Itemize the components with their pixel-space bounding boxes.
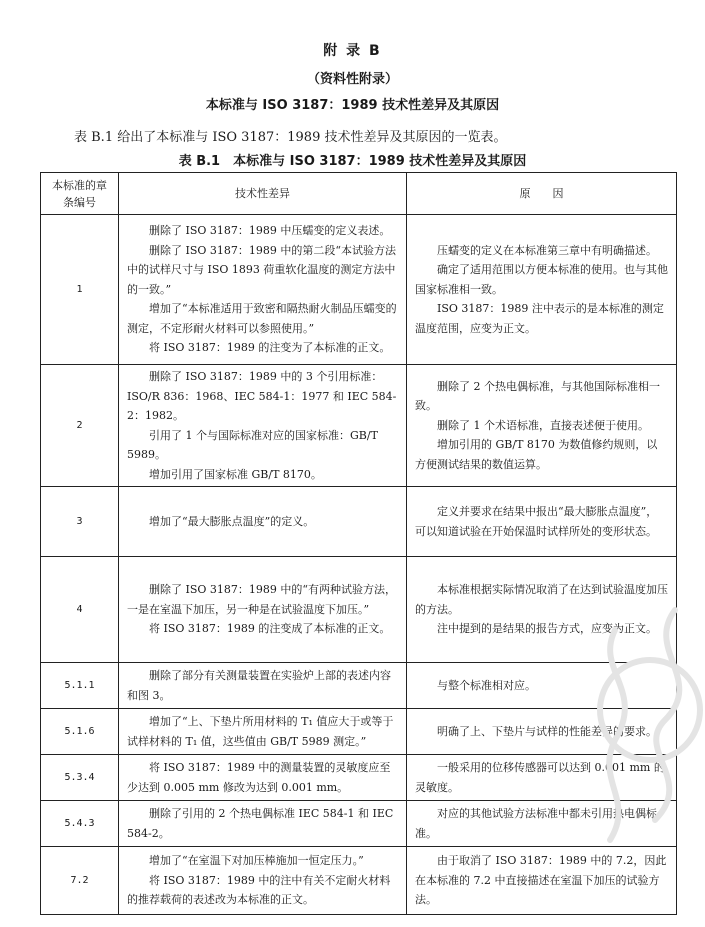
clause-number: 5.1.1	[41, 663, 119, 709]
difference-paragraph: 将 ISO 3187：1989 的注变为了本标准的正文。	[149, 341, 391, 355]
difference-cell	[119, 215, 407, 365]
header-difference: 技术性差异	[119, 173, 407, 215]
reason-cell	[407, 847, 677, 915]
table-row	[41, 215, 677, 365]
clause-number: 3	[41, 487, 119, 557]
table-row	[41, 709, 677, 755]
difference-cell	[119, 709, 407, 755]
annex-heading: 附 录 B	[323, 43, 382, 59]
reason-paragraph: 本标准根据实际情况取消了在达到试验温度加压的方法。	[415, 583, 668, 616]
reason-cell	[407, 487, 677, 557]
reason-paragraph: 由于取消了 ISO 3187：1989 中的 7.2，因此在本标准的 7.2 中直接描述在室温下加压的试验方法。	[415, 854, 667, 907]
clause-number: 1	[41, 215, 119, 365]
reason-paragraph: 明确了上、下垫片与试样的性能差异的要求。	[437, 724, 657, 738]
clause-number: 5.1.6	[41, 709, 119, 755]
reason-cell	[407, 215, 677, 365]
table-row	[41, 365, 677, 487]
difference-cell	[119, 487, 407, 557]
reason-paragraph: 一般采用的位移传感器可以达到 0.001 mm 的灵敏度。	[415, 761, 665, 794]
difference-paragraph: 将 ISO 3187：1989 的注变成了本标准的正文。	[149, 622, 391, 636]
table-row	[41, 801, 677, 847]
difference-paragraph: 增加引用了国家标准 GB/T 8170。	[149, 467, 322, 481]
reason-paragraph: ISO 3187：1989 注中表示的是本标准的测定温度范围，应变为正文。	[415, 302, 664, 335]
table-row	[41, 663, 677, 709]
reason-paragraph: 与整个标准相对应。	[437, 678, 536, 692]
clause-number: 4	[41, 557, 119, 663]
reason-cell	[407, 801, 677, 847]
reason-paragraph: 对应的其他试验方法标准中都未引用热电偶标准。	[415, 807, 657, 840]
intro-paragraph: 表 B.1 给出了本标准与 ISO 3187：1989 技术性差异及其原因的一览表。	[74, 130, 507, 145]
table-caption: 表 B.1 本标准与 ISO 3187：1989 技术性差异及其原因	[178, 154, 527, 169]
difference-cell	[119, 557, 407, 663]
difference-paragraph: 将 ISO 3187：1989 中的测量装置的灵敏度应至少达到 0.005 mm 修改为达到 0.001 mm。	[127, 761, 391, 794]
difference-paragraph: 删除了引用的 2 个热电偶标准 IEC 584-1 和 IEC 584-2。	[127, 807, 394, 840]
difference-paragraph: 引用了 1 个与国际标准对应的国家标准：GB/T 5989。	[127, 428, 378, 461]
difference-paragraph: 增加了“最大膨胀点温度”的定义。	[149, 514, 315, 528]
reason-paragraph: 注中提到的是结果的报告方式，应变为正文。	[437, 622, 657, 636]
header-reason: 原 因	[407, 173, 677, 215]
table-body	[41, 215, 677, 915]
annex-type: （资料性附录）	[306, 72, 398, 87]
difference-cell	[119, 365, 407, 487]
table-row	[41, 755, 677, 801]
reason-cell	[407, 755, 677, 801]
difference-paragraph: 增加了“上、下垫片所用材料的 T₁ 值应大于或等于试样材料的 T₁ 值，这些值由 GB/T 5989 测定。”	[127, 715, 394, 748]
clause-number: 5.4.3	[41, 801, 119, 847]
reason-cell	[407, 365, 677, 487]
reason-cell	[407, 709, 677, 755]
table-header-row	[41, 173, 677, 215]
difference-cell	[119, 663, 407, 709]
clause-number: 7.2	[41, 847, 119, 915]
difference-paragraph: 将 ISO 3187：1989 中的注中有关不定耐火材料的推荐载荷的表述改为本标准的正文。	[127, 873, 391, 907]
table-row	[41, 847, 677, 915]
difference-paragraph: 删除了 ISO 3187：1989 中的“有两种试验方法，一是在室温下加压，另一种是在试验温度下加压。”	[127, 583, 396, 616]
annex-title: 本标准与 ISO 3187：1989 技术性差异及其原因	[205, 98, 500, 113]
table-row	[41, 487, 677, 557]
difference-cell	[119, 847, 407, 915]
table-row	[41, 557, 677, 663]
differences-table	[40, 172, 677, 915]
difference-cell	[119, 755, 407, 801]
difference-paragraph: 删除了部分有关测量装置在实验炉上部的表述内容和图 3。	[127, 669, 391, 702]
reason-paragraph: 定义并要求在结果中报出“最大膨胀点温度”，可以知道试验在开始保温时试样所处的变形状态。	[415, 505, 658, 538]
difference-paragraph: 删除了 ISO 3187：1989 中压蠕变的定义表述。	[149, 224, 391, 238]
reason-paragraph: 确定了适用范围以方便本标准的使用。也与其他国家标准相一致。	[415, 263, 668, 296]
reason-paragraph: 增加引用的 GB/T 8170 为数值修约规则，以方便测试结果的数值运算。	[415, 438, 658, 471]
reason-cell	[407, 663, 677, 709]
reason-paragraph: 删除了 1 个术语标准，直接表述便于使用。	[437, 418, 649, 432]
reason-cell	[407, 557, 677, 663]
difference-cell	[119, 801, 407, 847]
header-clause: 本标准的章条编号	[41, 173, 119, 215]
difference-paragraph: 删除了 ISO 3187：1989 中的 3 个引用标准：ISO/R 836：1968、IEC 584-1：1977 和 IEC 584-2：1982。	[127, 370, 397, 422]
clause-number: 2	[41, 365, 119, 487]
clause-number: 5.3.4	[41, 755, 119, 801]
reason-paragraph: 压蠕变的定义在本标准第三章中有明确描述。	[437, 243, 657, 257]
difference-paragraph: 增加了“在室温下对加压棒施加一恒定压力。”	[149, 854, 364, 868]
difference-paragraph: 删除了 ISO 3187：1989 中的第二段“本试验方法中的试样尺寸与 ISO 1893 荷重软化温度的测定方法中的一致。”	[127, 243, 396, 296]
difference-paragraph: 增加了“本标准适用于致密和隔热耐火制品压蠕变的测定，不定形耐火材料可以参照使用。”	[127, 302, 397, 335]
reason-paragraph: 删除了 2 个热电偶标准，与其他国际标准相一致。	[415, 379, 660, 413]
